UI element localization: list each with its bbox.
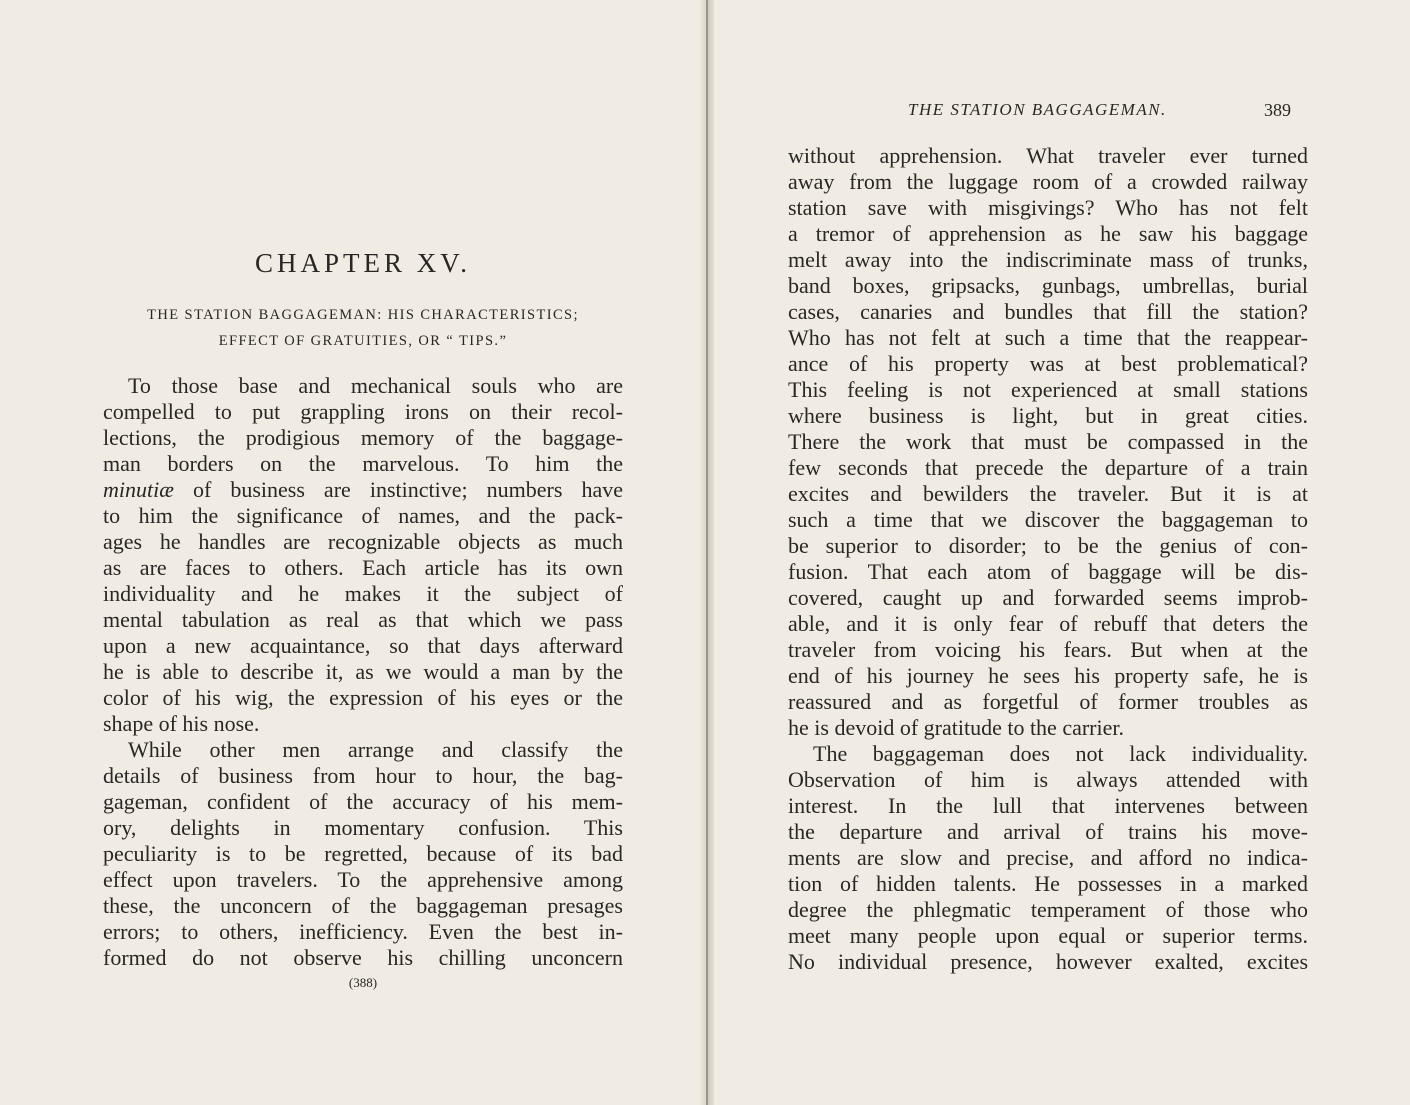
text-line: To those base and mechanical souls who are: [128, 373, 623, 398]
text-line: compelled to put grappling irons on their recol-: [103, 399, 623, 424]
text-line: effect upon travelers. To the apprehensive among: [103, 867, 623, 892]
text-line: mental tabulation as real as that which we pass: [103, 607, 623, 632]
chapter-subtitle: [103, 302, 623, 354]
text-line: away from the luggage room of a crowded railway: [788, 169, 1308, 194]
text-line: ory, delights in momentary confusion. This: [103, 815, 623, 840]
text-line: these, the unconcern of the baggageman presages: [103, 893, 623, 918]
text-line: tion of hidden talents. He possesses in a marked: [788, 871, 1308, 896]
text-line: ments are slow and precise, and afford no indica-: [788, 845, 1308, 870]
text-line: While other men arrange and classify the: [128, 737, 623, 762]
text-line: Who has not felt at such a time that the reappear-: [788, 325, 1308, 350]
text-line: melt away into the indiscriminate mass of trunks,: [788, 247, 1308, 272]
text-line: meet many people upon equal or superior terms.: [788, 923, 1308, 948]
text-line: No individual presence, however exalted, excites: [788, 949, 1308, 974]
text-line: man borders on the marvelous. To him the: [103, 451, 623, 476]
page-number: 389: [1264, 100, 1291, 120]
chapter-subtitle-line-1: THE STATION BAGGAGEMAN: HIS CHARACTERISTICS;: [147, 307, 579, 323]
text-line: cases, canaries and bundles that fill the station?: [788, 299, 1308, 324]
text-line: There the work that must be compassed in the: [788, 429, 1308, 454]
text-line: errors; to others, inefficiency. Even the best in-: [103, 919, 623, 944]
text-line: to him the significance of names, and the pack-: [103, 503, 623, 528]
text-line: color of his wig, the expression of his eyes or the: [103, 685, 623, 710]
text-line: upon a new acquaintance, so that days afterward: [103, 633, 623, 658]
right-page: [714, 0, 1410, 1105]
text-line: the departure and arrival of trains his move-: [788, 819, 1308, 844]
text-line: ages he handles are recognizable objects as much: [103, 529, 623, 554]
text-line: excites and bewilders the traveler. But it is at: [788, 481, 1308, 506]
text-line: shape of his nose.: [103, 711, 260, 736]
right-body-text: [788, 143, 1308, 975]
left-page: [0, 0, 700, 1105]
left-body-text: [103, 373, 623, 971]
text-line: able, and it is only fear of rebuff that deters the: [788, 611, 1308, 636]
text-line-with-italic: [103, 477, 623, 503]
page-folio: (388): [348, 975, 378, 990]
text-line: such a time that we discover the baggageman to: [788, 507, 1308, 532]
text-line: individuality and he makes it the subject of: [103, 581, 623, 606]
chapter-title: CHAPTER XV.: [254, 248, 472, 278]
text-line: end of his journey he sees his property safe, he is: [788, 663, 1308, 688]
text-line: he is able to describe it, as we would a man by the: [103, 659, 623, 684]
text-line: few seconds that precede the departure of a train: [788, 455, 1308, 480]
text-line: The baggageman does not lack individuality.: [813, 741, 1308, 766]
text-line: peculiarity is to be regretted, because of its bad: [103, 841, 623, 866]
text-line: as are faces to others. Each article has its own: [103, 555, 623, 580]
text-line: fusion. That each atom of baggage will be dis-: [788, 559, 1308, 584]
text-line: reassured and as forgetful of former troubles as: [788, 689, 1308, 714]
text-line: details of business from hour to hour, the bag-: [103, 763, 623, 788]
text-line: This feeling is not experienced at small stations: [788, 377, 1308, 402]
text-line: ance of his property was at best problematical?: [788, 351, 1308, 376]
gutter-shadow-line: [706, 0, 708, 1105]
running-head: THE STATION BAGGAGEMAN.: [908, 100, 1167, 119]
text-line: be superior to disorder; to be the genius of con-: [788, 533, 1308, 558]
text-line: traveler from voicing his fears. But when at the: [788, 637, 1308, 662]
text-line: degree the phlegmatic temperament of those who: [788, 897, 1308, 922]
text-line-rest: of business are instinctive; numbers have: [192, 477, 623, 502]
italic-word: minutiæ: [103, 477, 174, 502]
text-line: formed do not observe his chilling unconcern: [103, 945, 623, 970]
text-line: lections, the prodigious memory of the baggage-: [103, 425, 623, 450]
text-line: covered, caught up and forwarded seems improb-: [788, 585, 1308, 610]
text-line: without apprehension. What traveler ever turned: [788, 143, 1308, 168]
text-line: station save with misgivings? Who has not felt: [788, 195, 1308, 220]
text-line: he is devoid of gratitude to the carrier.: [788, 715, 1124, 740]
text-line: band boxes, gripsacks, gunbags, umbrellas, burial: [788, 273, 1308, 298]
text-line: gageman, confident of the accuracy of his mem-: [103, 789, 623, 814]
text-line: interest. In the lull that intervenes between: [788, 793, 1308, 818]
text-line: where business is light, but in great cities.: [788, 403, 1308, 428]
text-line: a tremor of apprehension as he saw his baggage: [788, 221, 1308, 246]
text-line: Observation of him is always attended with: [788, 767, 1308, 792]
chapter-subtitle-line-2: EFFECT OF GRATUITIES, OR “ TIPS.”: [218, 333, 508, 349]
